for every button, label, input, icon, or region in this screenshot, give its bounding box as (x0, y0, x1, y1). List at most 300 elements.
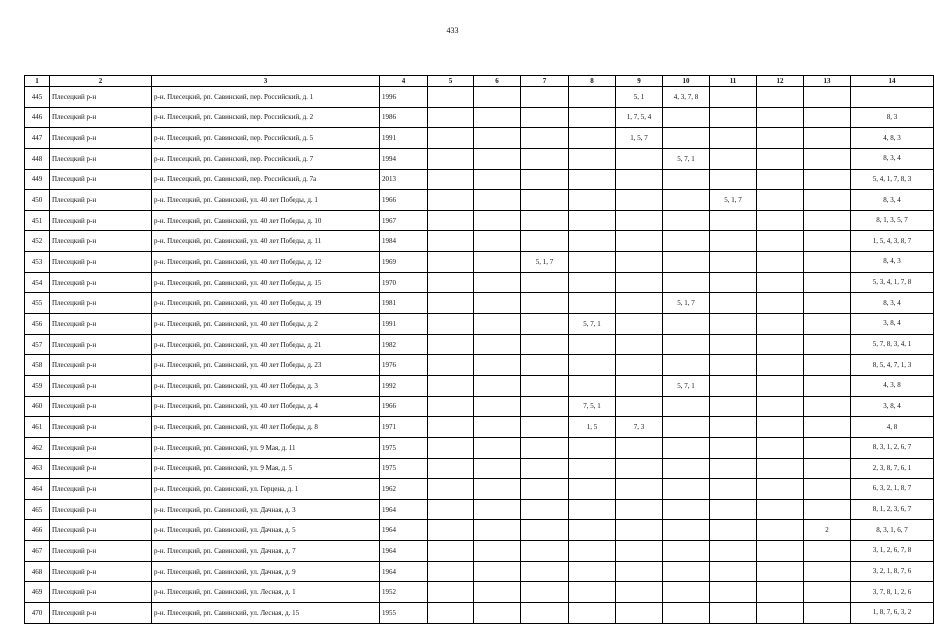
table-cell (521, 210, 569, 231)
table-cell (474, 458, 521, 479)
table-cell (616, 458, 663, 479)
table-cell: Плесецкий р-н (50, 231, 152, 252)
table-cell (521, 107, 569, 128)
table-cell (428, 520, 474, 541)
table-cell: р-н. Плесецкий, рп. Савинский, ул. Лесная, д. 15 (152, 603, 380, 624)
table-cell (569, 252, 616, 273)
table-cell: 5, 7, 1 (569, 314, 616, 335)
table-cell: Плесецкий р-н (50, 169, 152, 190)
table-cell (757, 520, 804, 541)
table-row (25, 231, 934, 252)
table-cell: Плесецкий р-н (50, 272, 152, 293)
table-cell (616, 541, 663, 562)
table-cell: р-н. Плесецкий, рп. Савинский, ул. Дачная, д. 5 (152, 520, 380, 541)
table-cell: Плесецкий р-н (50, 396, 152, 417)
table-row (25, 437, 934, 458)
table-cell (521, 128, 569, 149)
table-cell (474, 479, 521, 500)
table-cell: 5, 1, 7 (663, 293, 710, 314)
table-cell (428, 541, 474, 562)
table-cell: р-н. Плесецкий, рп. Савинский, ул. Герцена, д. 1 (152, 479, 380, 500)
table-cell: Плесецкий р-н (50, 603, 152, 624)
table-cell (474, 396, 521, 417)
table-cell: 1964 (380, 561, 428, 582)
table-cell (569, 272, 616, 293)
table-cell: 5, 4, 1, 7, 8, 3 (851, 169, 934, 190)
table-cell (757, 210, 804, 231)
table-cell: 7, 3 (616, 417, 663, 438)
table-cell (804, 190, 851, 211)
table-cell: Плесецкий р-н (50, 148, 152, 169)
table-cell (616, 293, 663, 314)
table-cell: 450 (25, 190, 50, 211)
housing-table (24, 75, 934, 624)
table-cell: 467 (25, 541, 50, 562)
table-cell: 4, 8 (851, 417, 934, 438)
table-cell (804, 499, 851, 520)
table-row (25, 417, 934, 438)
table-cell (428, 603, 474, 624)
table-row (25, 190, 934, 211)
table-cell: 1, 5, 7 (616, 128, 663, 149)
table-cell: 2, 3, 8, 7, 6, 1 (851, 458, 934, 479)
table-cell: Плесецкий р-н (50, 87, 152, 108)
table-cell (521, 479, 569, 500)
table-row (25, 355, 934, 376)
column-header: 1 (25, 76, 50, 87)
table-cell: 1969 (380, 252, 428, 273)
table-cell: р-н. Плесецкий, рп. Савинский, пер. Российский, д. 7 (152, 148, 380, 169)
table-cell: 469 (25, 582, 50, 603)
table-cell (569, 437, 616, 458)
table-cell (474, 603, 521, 624)
table-cell: р-н. Плесецкий, рп. Савинский, пер. Российский, д. 7а (152, 169, 380, 190)
table-cell (804, 314, 851, 335)
table-cell: р-н. Плесецкий, рп. Савинский, ул. 40 лет Победы, д. 12 (152, 252, 380, 273)
table-cell (521, 314, 569, 335)
table-cell (710, 520, 757, 541)
table-cell (710, 128, 757, 149)
table-cell (710, 582, 757, 603)
table-cell: р-н. Плесецкий, рп. Савинский, ул. 40 лет Победы, д. 1 (152, 190, 380, 211)
table-cell (569, 582, 616, 603)
table-row (25, 293, 934, 314)
table-cell (804, 541, 851, 562)
column-header: 2 (50, 76, 152, 87)
table-cell (710, 541, 757, 562)
table-cell: 1982 (380, 334, 428, 355)
table-cell (569, 87, 616, 108)
table-cell: 1970 (380, 272, 428, 293)
table-header-row (25, 76, 934, 87)
table-cell (663, 582, 710, 603)
table-cell: 3, 8, 4 (851, 314, 934, 335)
table-cell (757, 87, 804, 108)
table-cell (804, 169, 851, 190)
column-header: 8 (569, 76, 616, 87)
table-cell (569, 375, 616, 396)
table-cell (474, 375, 521, 396)
table-cell (616, 603, 663, 624)
table-cell (663, 561, 710, 582)
table-cell (804, 396, 851, 417)
table-cell (804, 437, 851, 458)
table-cell (474, 190, 521, 211)
table-cell: 5, 7, 1 (663, 148, 710, 169)
table-cell: р-н. Плесецкий, рп. Савинский, ул. 40 лет Победы, д. 21 (152, 334, 380, 355)
table-cell: 446 (25, 107, 50, 128)
table-cell: р-н. Плесецкий, рп. Савинский, ул. 40 лет Победы, д. 4 (152, 396, 380, 417)
table-cell: 3, 2, 1, 8, 7, 6 (851, 561, 934, 582)
table-cell: Плесецкий р-н (50, 190, 152, 211)
table-cell: 2013 (380, 169, 428, 190)
table-row (25, 252, 934, 273)
table-cell (428, 87, 474, 108)
table-cell: 1981 (380, 293, 428, 314)
table-cell (710, 252, 757, 273)
table-cell: 1996 (380, 87, 428, 108)
table-cell: 8, 3, 4 (851, 190, 934, 211)
table-cell (804, 272, 851, 293)
table-cell: Плесецкий р-н (50, 458, 152, 479)
table-cell (428, 252, 474, 273)
table-cell: 1984 (380, 231, 428, 252)
table-cell: р-н. Плесецкий, рп. Савинский, ул. Лесная, д. 1 (152, 582, 380, 603)
table-cell (569, 190, 616, 211)
table-cell (663, 541, 710, 562)
table-cell (663, 169, 710, 190)
table-cell (428, 561, 474, 582)
table-row (25, 541, 934, 562)
table-row (25, 479, 934, 500)
table-cell (710, 499, 757, 520)
table-row (25, 272, 934, 293)
table-cell: 451 (25, 210, 50, 231)
table-cell: 8, 5, 4, 7, 1, 3 (851, 355, 934, 376)
table-cell (851, 87, 934, 108)
table-cell (428, 231, 474, 252)
table-row (25, 603, 934, 624)
table-cell: р-н. Плесецкий, рп. Савинский, ул. 40 лет Победы, д. 23 (152, 355, 380, 376)
table-cell (428, 169, 474, 190)
table-cell: 1992 (380, 375, 428, 396)
table-cell: 1971 (380, 417, 428, 438)
table-cell (757, 375, 804, 396)
table-cell (521, 520, 569, 541)
table-row (25, 128, 934, 149)
table-cell (569, 334, 616, 355)
table-cell (569, 210, 616, 231)
table-cell (710, 87, 757, 108)
table-row (25, 334, 934, 355)
table-cell (757, 169, 804, 190)
table-cell: Плесецкий р-н (50, 582, 152, 603)
table-cell: 8, 1, 2, 3, 6, 7 (851, 499, 934, 520)
table-cell: Плесецкий р-н (50, 293, 152, 314)
table-cell (710, 314, 757, 335)
table-cell: 1991 (380, 128, 428, 149)
table-cell (474, 252, 521, 273)
table-cell (616, 499, 663, 520)
table-cell (521, 375, 569, 396)
table-cell (616, 252, 663, 273)
table-cell (428, 582, 474, 603)
table-cell (663, 417, 710, 438)
table-cell (757, 479, 804, 500)
table-cell (804, 231, 851, 252)
table-cell (804, 479, 851, 500)
table-cell: 1, 5, 4, 3, 8, 7 (851, 231, 934, 252)
table-cell (428, 417, 474, 438)
table-cell: 8, 3, 4 (851, 293, 934, 314)
column-header: 12 (757, 76, 804, 87)
table-row (25, 107, 934, 128)
table-cell: 4, 8, 3 (851, 128, 934, 149)
table-cell (569, 603, 616, 624)
table-cell: 5, 7, 8, 3, 4, 1 (851, 334, 934, 355)
table-cell (521, 499, 569, 520)
table-cell (521, 148, 569, 169)
table-cell: р-н. Плесецкий, рп. Савинский, ул. 40 лет Победы, д. 10 (152, 210, 380, 231)
table-cell: Плесецкий р-н (50, 499, 152, 520)
table-cell: 453 (25, 252, 50, 273)
table-cell (804, 561, 851, 582)
table-cell: р-н. Плесецкий, рп. Савинский, ул. Дачная, д. 7 (152, 541, 380, 562)
table-cell (474, 541, 521, 562)
table-cell (428, 437, 474, 458)
table-cell (804, 603, 851, 624)
table-cell (710, 169, 757, 190)
table-cell: 457 (25, 334, 50, 355)
table-cell (710, 561, 757, 582)
table-cell (804, 293, 851, 314)
table-cell (710, 231, 757, 252)
table-cell (757, 314, 804, 335)
table-cell: р-н. Плесецкий, рп. Савинский, ул. 9 Мая, д. 5 (152, 458, 380, 479)
table-cell (663, 520, 710, 541)
table-cell (804, 148, 851, 169)
table-cell (521, 355, 569, 376)
table-row (25, 314, 934, 335)
table-cell (663, 396, 710, 417)
table-cell (757, 603, 804, 624)
table-cell (710, 417, 757, 438)
table-cell (428, 458, 474, 479)
table-cell: 8, 4, 3 (851, 252, 934, 273)
table-cell (757, 148, 804, 169)
table-cell: 5, 1, 7 (710, 190, 757, 211)
table-cell (663, 272, 710, 293)
table-cell: 5, 1 (616, 87, 663, 108)
table-cell (710, 272, 757, 293)
table-cell: 8, 1, 3, 5, 7 (851, 210, 934, 231)
table-cell (663, 499, 710, 520)
table-cell (474, 437, 521, 458)
table-cell (569, 148, 616, 169)
table-cell: р-н. Плесецкий, рп. Савинский, ул. 9 Мая, д. 11 (152, 437, 380, 458)
table-cell (710, 396, 757, 417)
table-cell: 455 (25, 293, 50, 314)
table-cell (569, 169, 616, 190)
table-cell (474, 128, 521, 149)
table-cell (616, 561, 663, 582)
table-cell: 1, 7, 5, 4 (616, 107, 663, 128)
table-cell: 464 (25, 479, 50, 500)
table-cell (757, 252, 804, 273)
table-cell: р-н. Плесецкий, рп. Савинский, ул. 40 лет Победы, д. 2 (152, 314, 380, 335)
column-header: 4 (380, 76, 428, 87)
table-cell: 470 (25, 603, 50, 624)
table-cell (616, 375, 663, 396)
table-cell (521, 437, 569, 458)
table-cell (757, 396, 804, 417)
table-row (25, 148, 934, 169)
table-cell (804, 417, 851, 438)
table-cell: 1976 (380, 355, 428, 376)
table-cell (616, 231, 663, 252)
table-cell: р-н. Плесецкий, рп. Савинский, ул. 40 лет Победы, д. 15 (152, 272, 380, 293)
table-cell (521, 458, 569, 479)
table-cell: 1986 (380, 107, 428, 128)
table-cell: Плесецкий р-н (50, 355, 152, 376)
table-cell: 1962 (380, 479, 428, 500)
table-cell: 463 (25, 458, 50, 479)
table-row (25, 396, 934, 417)
table-cell (521, 582, 569, 603)
table-row (25, 499, 934, 520)
column-header: 13 (804, 76, 851, 87)
table-cell (474, 107, 521, 128)
table-cell (474, 520, 521, 541)
table-cell (757, 541, 804, 562)
table-cell (616, 437, 663, 458)
table-cell (616, 272, 663, 293)
table-cell (663, 128, 710, 149)
table-cell: 1975 (380, 458, 428, 479)
table-cell (757, 417, 804, 438)
table-cell: 2 (804, 520, 851, 541)
table-cell: 3, 7, 8, 1, 2, 6 (851, 582, 934, 603)
table-cell (710, 375, 757, 396)
table-cell (569, 561, 616, 582)
table-cell: 1964 (380, 541, 428, 562)
table-cell (663, 458, 710, 479)
table-cell (616, 148, 663, 169)
table-body (25, 87, 934, 624)
table-cell (474, 417, 521, 438)
table-cell (569, 458, 616, 479)
column-header: 7 (521, 76, 569, 87)
table-cell (428, 334, 474, 355)
table-cell: р-н. Плесецкий, рп. Савинский, пер. Российский, д. 1 (152, 87, 380, 108)
table-cell (521, 396, 569, 417)
table-cell (757, 499, 804, 520)
table-cell (428, 148, 474, 169)
table-cell: р-н. Плесецкий, рп. Савинский, ул. 40 лет Победы, д. 19 (152, 293, 380, 314)
table-cell: 3, 8, 4 (851, 396, 934, 417)
table-cell (663, 231, 710, 252)
table-cell (804, 252, 851, 273)
column-header: 5 (428, 76, 474, 87)
table-cell (757, 272, 804, 293)
table-cell (663, 210, 710, 231)
table-cell: 454 (25, 272, 50, 293)
table-cell (757, 107, 804, 128)
table-cell (474, 582, 521, 603)
column-header: 14 (851, 76, 934, 87)
table-cell (710, 210, 757, 231)
table-cell (616, 520, 663, 541)
table-cell: Плесецкий р-н (50, 210, 152, 231)
table-cell (710, 479, 757, 500)
table-cell: 1966 (380, 396, 428, 417)
table-cell (428, 293, 474, 314)
table-cell (663, 603, 710, 624)
table-cell (710, 334, 757, 355)
table-cell (569, 499, 616, 520)
table-cell: Плесецкий р-н (50, 252, 152, 273)
table-cell (474, 87, 521, 108)
table-cell (757, 334, 804, 355)
table-cell: 465 (25, 499, 50, 520)
table-cell: 466 (25, 520, 50, 541)
table-cell (663, 334, 710, 355)
table-cell (710, 107, 757, 128)
table-cell (428, 499, 474, 520)
table-cell (804, 355, 851, 376)
table-cell: р-н. Плесецкий, рп. Савинский, ул. 40 лет Победы, д. 8 (152, 417, 380, 438)
table-cell: 1, 5 (569, 417, 616, 438)
table-cell: Плесецкий р-н (50, 479, 152, 500)
table-cell (710, 437, 757, 458)
table-cell: 448 (25, 148, 50, 169)
table-cell (616, 334, 663, 355)
table-row (25, 582, 934, 603)
table-cell (569, 541, 616, 562)
table-cell: Плесецкий р-н (50, 314, 152, 335)
table-cell: 1955 (380, 603, 428, 624)
table-cell (521, 231, 569, 252)
table-cell (428, 107, 474, 128)
table-cell (474, 148, 521, 169)
table-cell (428, 314, 474, 335)
table-cell (757, 355, 804, 376)
table-cell (474, 561, 521, 582)
table-cell (757, 293, 804, 314)
page-number: 433 (446, 26, 459, 35)
table-cell (474, 499, 521, 520)
table-cell (616, 190, 663, 211)
table-cell: 4, 3, 7, 8 (663, 87, 710, 108)
table-cell: 7, 5, 1 (569, 396, 616, 417)
table-cell: Плесецкий р-н (50, 128, 152, 149)
table-cell (616, 355, 663, 376)
table-row (25, 210, 934, 231)
table-cell: 459 (25, 375, 50, 396)
table-cell (474, 272, 521, 293)
table-cell (710, 458, 757, 479)
table-cell (569, 479, 616, 500)
table-cell: 1964 (380, 520, 428, 541)
table-cell: 452 (25, 231, 50, 252)
table-cell (474, 169, 521, 190)
table-cell (757, 128, 804, 149)
table-cell: 5, 1, 7 (521, 252, 569, 273)
table-row (25, 520, 934, 541)
table-row (25, 169, 934, 190)
table-cell: Плесецкий р-н (50, 417, 152, 438)
table-cell (428, 355, 474, 376)
